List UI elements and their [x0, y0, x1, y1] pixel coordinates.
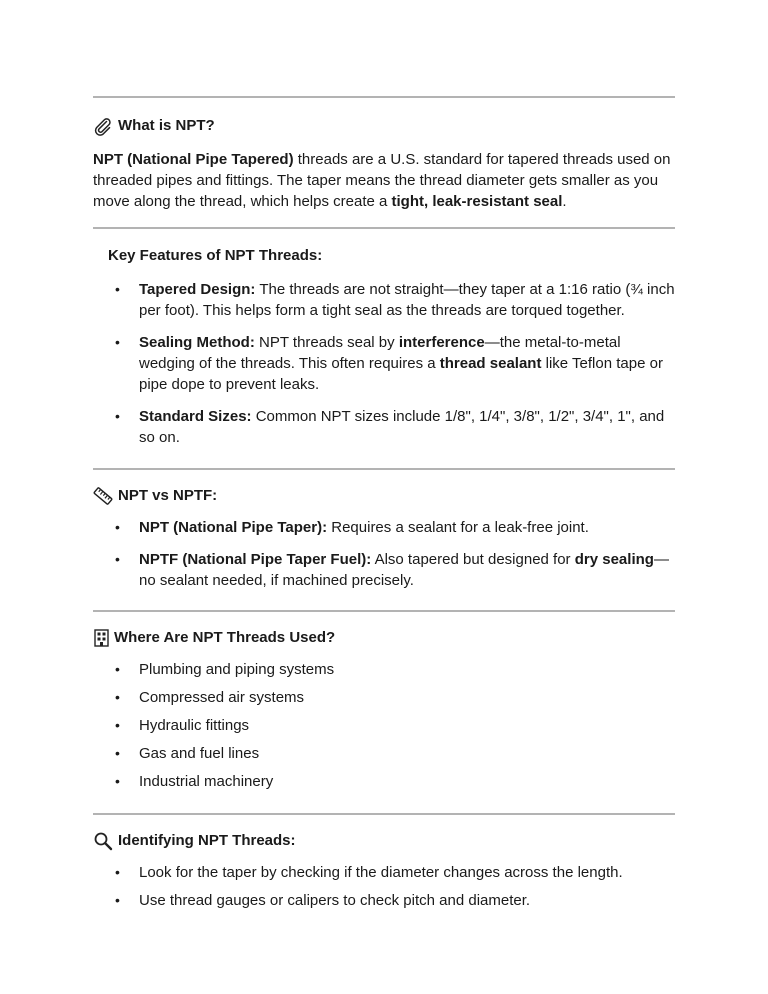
list-item: • Use thread gauges or calipers to check pitch and diameter.: [93, 890, 675, 911]
heading-text: Where Are NPT Threads Used?: [114, 629, 336, 646]
list-item: • Plumbing and piping systems: [93, 659, 675, 680]
paperclip-icon: [93, 116, 113, 136]
item-label: Standard Sizes:: [139, 408, 252, 425]
building-icon: [93, 628, 110, 648]
text-run: —no sealant needed, if machined precisely.: [139, 551, 669, 589]
divider: [93, 468, 675, 470]
list-item: • Hydraulic fittings: [93, 715, 675, 736]
section-heading: [93, 246, 675, 266]
term-npt: NPT (National Pipe Tapered): [93, 151, 294, 168]
list-item: [93, 332, 675, 395]
text-run: Common NPT sizes include 1/8", 1/4", 3/8", 1/2", 3/4", 1", and so on.: [139, 408, 665, 446]
item-label: NPTF (National Pipe Taper Fuel):: [139, 551, 372, 568]
feature-list: [93, 279, 675, 448]
emphasis: tight, leak-resistant seal: [391, 193, 563, 210]
section-what-is-npt: [93, 116, 675, 212]
section-identifying: [93, 831, 675, 911]
list-item: [93, 549, 675, 591]
emphasis: interference: [398, 334, 485, 351]
usage-list: [93, 659, 675, 792]
list-item: • Compressed air systems: [93, 687, 675, 708]
section-heading: [93, 116, 675, 136]
section-heading: [93, 831, 675, 851]
list-item: • Look for the taper by checking if the diameter changes across the length.: [93, 862, 675, 883]
text-run: The threads are not straight—they taper at a 1:16 ratio (¾ inch per foot). This helps form a tight seal as the threads are torqued together.: [139, 281, 675, 319]
divider: [93, 96, 675, 98]
text-run: threads are a U.S. standard for tapered threads used on threaded pipes and fittings. The taper means the thread diameter gets smaller as you move along the thread, which helps create a: [93, 151, 671, 210]
list-item: • Industrial machinery: [93, 771, 675, 792]
section-heading: [93, 628, 675, 648]
heading-text: Key Features of NPT Threads:: [108, 247, 323, 264]
list-item: [93, 279, 675, 321]
text-run: .: [562, 193, 567, 210]
heading-text: Identifying NPT Threads:: [118, 832, 296, 849]
text-run: NPT threads seal by: [254, 334, 399, 351]
heading-text: What is NPT?: [118, 117, 215, 134]
text-run: Also tapered but designed for: [371, 551, 575, 568]
item-label: Tapered Design:: [139, 281, 256, 298]
emphasis: thread sealant: [439, 355, 542, 372]
text-run: —the metal-to-metal wedging of the threads. This often requires a: [139, 334, 621, 372]
emphasis: dry sealing: [574, 551, 654, 568]
document-body: [93, 96, 675, 911]
list-item: • Gas and fuel lines: [93, 743, 675, 764]
divider: [93, 227, 675, 229]
ruler-icon: [93, 486, 113, 506]
divider: [93, 813, 675, 815]
heading-text: NPT vs NPTF:: [118, 487, 218, 504]
list-item: [93, 406, 675, 448]
section-npt-vs-nptf: [93, 486, 675, 591]
section-heading: [93, 486, 675, 506]
section-key-features: [93, 246, 675, 448]
magnifier-icon: [93, 831, 113, 851]
section-where-used: [93, 628, 675, 792]
identify-list: [93, 862, 675, 911]
text-run: like Teflon tape or pipe dope to prevent leaks.: [139, 355, 663, 393]
item-label: Sealing Method:: [139, 334, 255, 351]
divider: [93, 610, 675, 612]
intro-paragraph: [93, 149, 675, 212]
item-label: NPT (National Pipe Taper):: [139, 519, 328, 536]
list-item: [93, 517, 675, 538]
text-run: Requires a sealant for a leak-free joint.: [327, 519, 589, 536]
comparison-list: [93, 517, 675, 591]
